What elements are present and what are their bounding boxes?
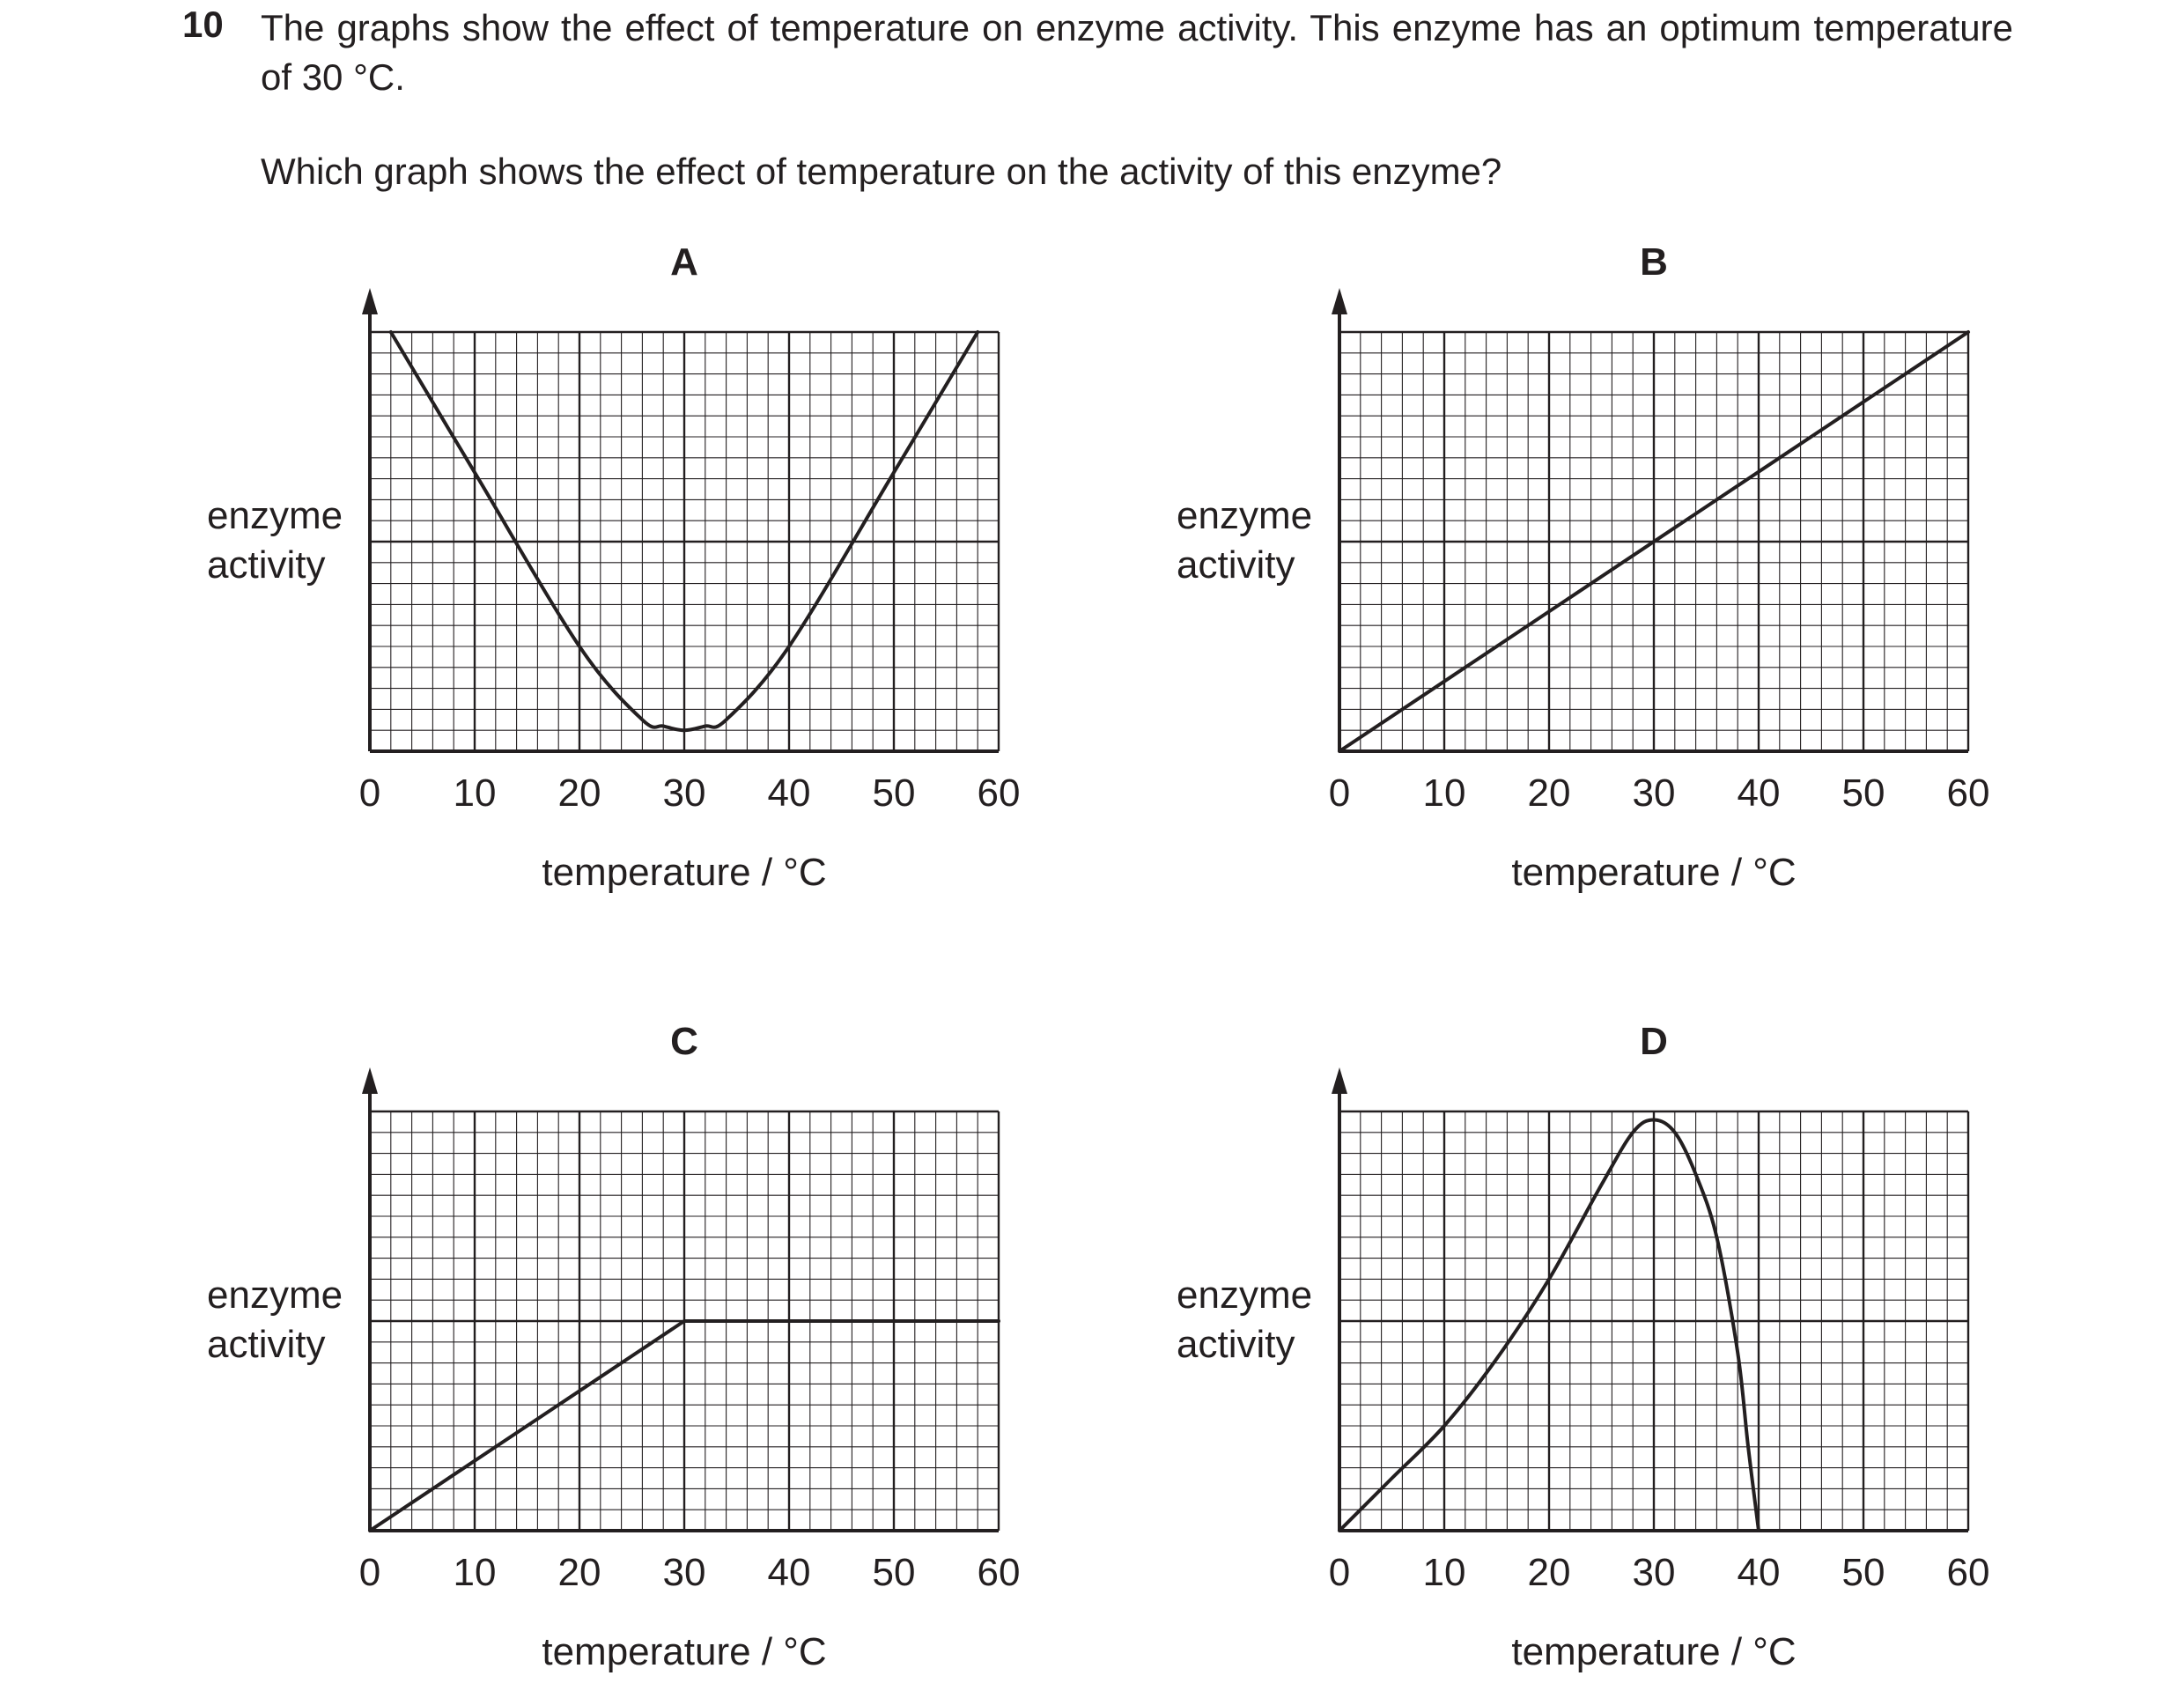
x-tick-label: 20: [1527, 1551, 1571, 1594]
x-tick-label: 0: [358, 771, 381, 815]
x-tick-label: 60: [977, 1551, 1021, 1594]
x-tick-label: 10: [453, 771, 497, 815]
chart-title: D: [1640, 1020, 1668, 1063]
x-tick-label: 50: [872, 1551, 916, 1594]
x-tick-label: 30: [662, 1551, 706, 1594]
x-tick-label: 50: [872, 771, 916, 815]
x-axis-label: temperature / °C: [542, 851, 827, 894]
x-tick-label: 60: [977, 771, 1021, 815]
x-tick-label: 60: [1946, 1551, 1990, 1594]
x-tick-label: 60: [1946, 771, 1990, 815]
question-number: 10: [182, 4, 224, 45]
x-tick-label: 20: [557, 771, 601, 815]
x-tick-label: 30: [1632, 771, 1676, 815]
x-tick-label: 0: [1328, 1551, 1351, 1594]
x-axis-label: temperature / °C: [542, 1630, 827, 1673]
chart-b: [1177, 240, 1989, 894]
grid: [370, 332, 999, 751]
x-axis-label: temperature / °C: [1511, 851, 1797, 894]
x-tick-label: 0: [1328, 771, 1351, 815]
chart-d: [1177, 1020, 1989, 1673]
x-tick-label: 50: [1841, 771, 1885, 815]
question-text: The graphs show the effect of temperature on enzyme activity. This enzyme has an optimum temperature of 30 °C.: [261, 7, 2013, 98]
y-axis-label: enzyme activity: [1177, 1274, 1313, 1366]
x-tick-label: 30: [1632, 1551, 1676, 1594]
x-tick-label: 40: [767, 771, 811, 815]
x-tick-label: 10: [1422, 1551, 1466, 1594]
chart-title: B: [1640, 240, 1668, 284]
x-tick-label: 50: [1841, 1551, 1885, 1594]
y-axis-arrow: [362, 288, 378, 314]
x-tick-label: 40: [1737, 771, 1781, 815]
x-tick-label: 30: [662, 771, 706, 815]
x-tick-label: 0: [358, 1551, 381, 1594]
x-tick-label: 40: [767, 1551, 811, 1594]
y-axis-arrow: [362, 1067, 378, 1094]
grid: [1339, 1111, 1968, 1531]
x-tick-label: 20: [1527, 771, 1571, 815]
x-tick-label: 20: [557, 1551, 601, 1594]
chart-title: A: [670, 240, 698, 284]
y-axis-label: enzyme activity: [207, 494, 343, 587]
y-axis-arrow: [1332, 288, 1347, 314]
x-tick-label: 10: [453, 1551, 497, 1594]
chart-c: [207, 1020, 1020, 1673]
question-prompt: Which graph shows the effect of temperature on the activity of this enzyme?: [261, 151, 1502, 192]
x-tick-label: 40: [1737, 1551, 1781, 1594]
y-axis-arrow: [1332, 1067, 1347, 1094]
chart-a: [207, 240, 1020, 894]
x-tick-label: 10: [1422, 771, 1466, 815]
chart-title: C: [670, 1020, 698, 1063]
y-axis-label: enzyme activity: [1177, 494, 1313, 587]
x-axis-label: temperature / °C: [1511, 1630, 1797, 1673]
y-axis-label: enzyme activity: [207, 1274, 343, 1366]
